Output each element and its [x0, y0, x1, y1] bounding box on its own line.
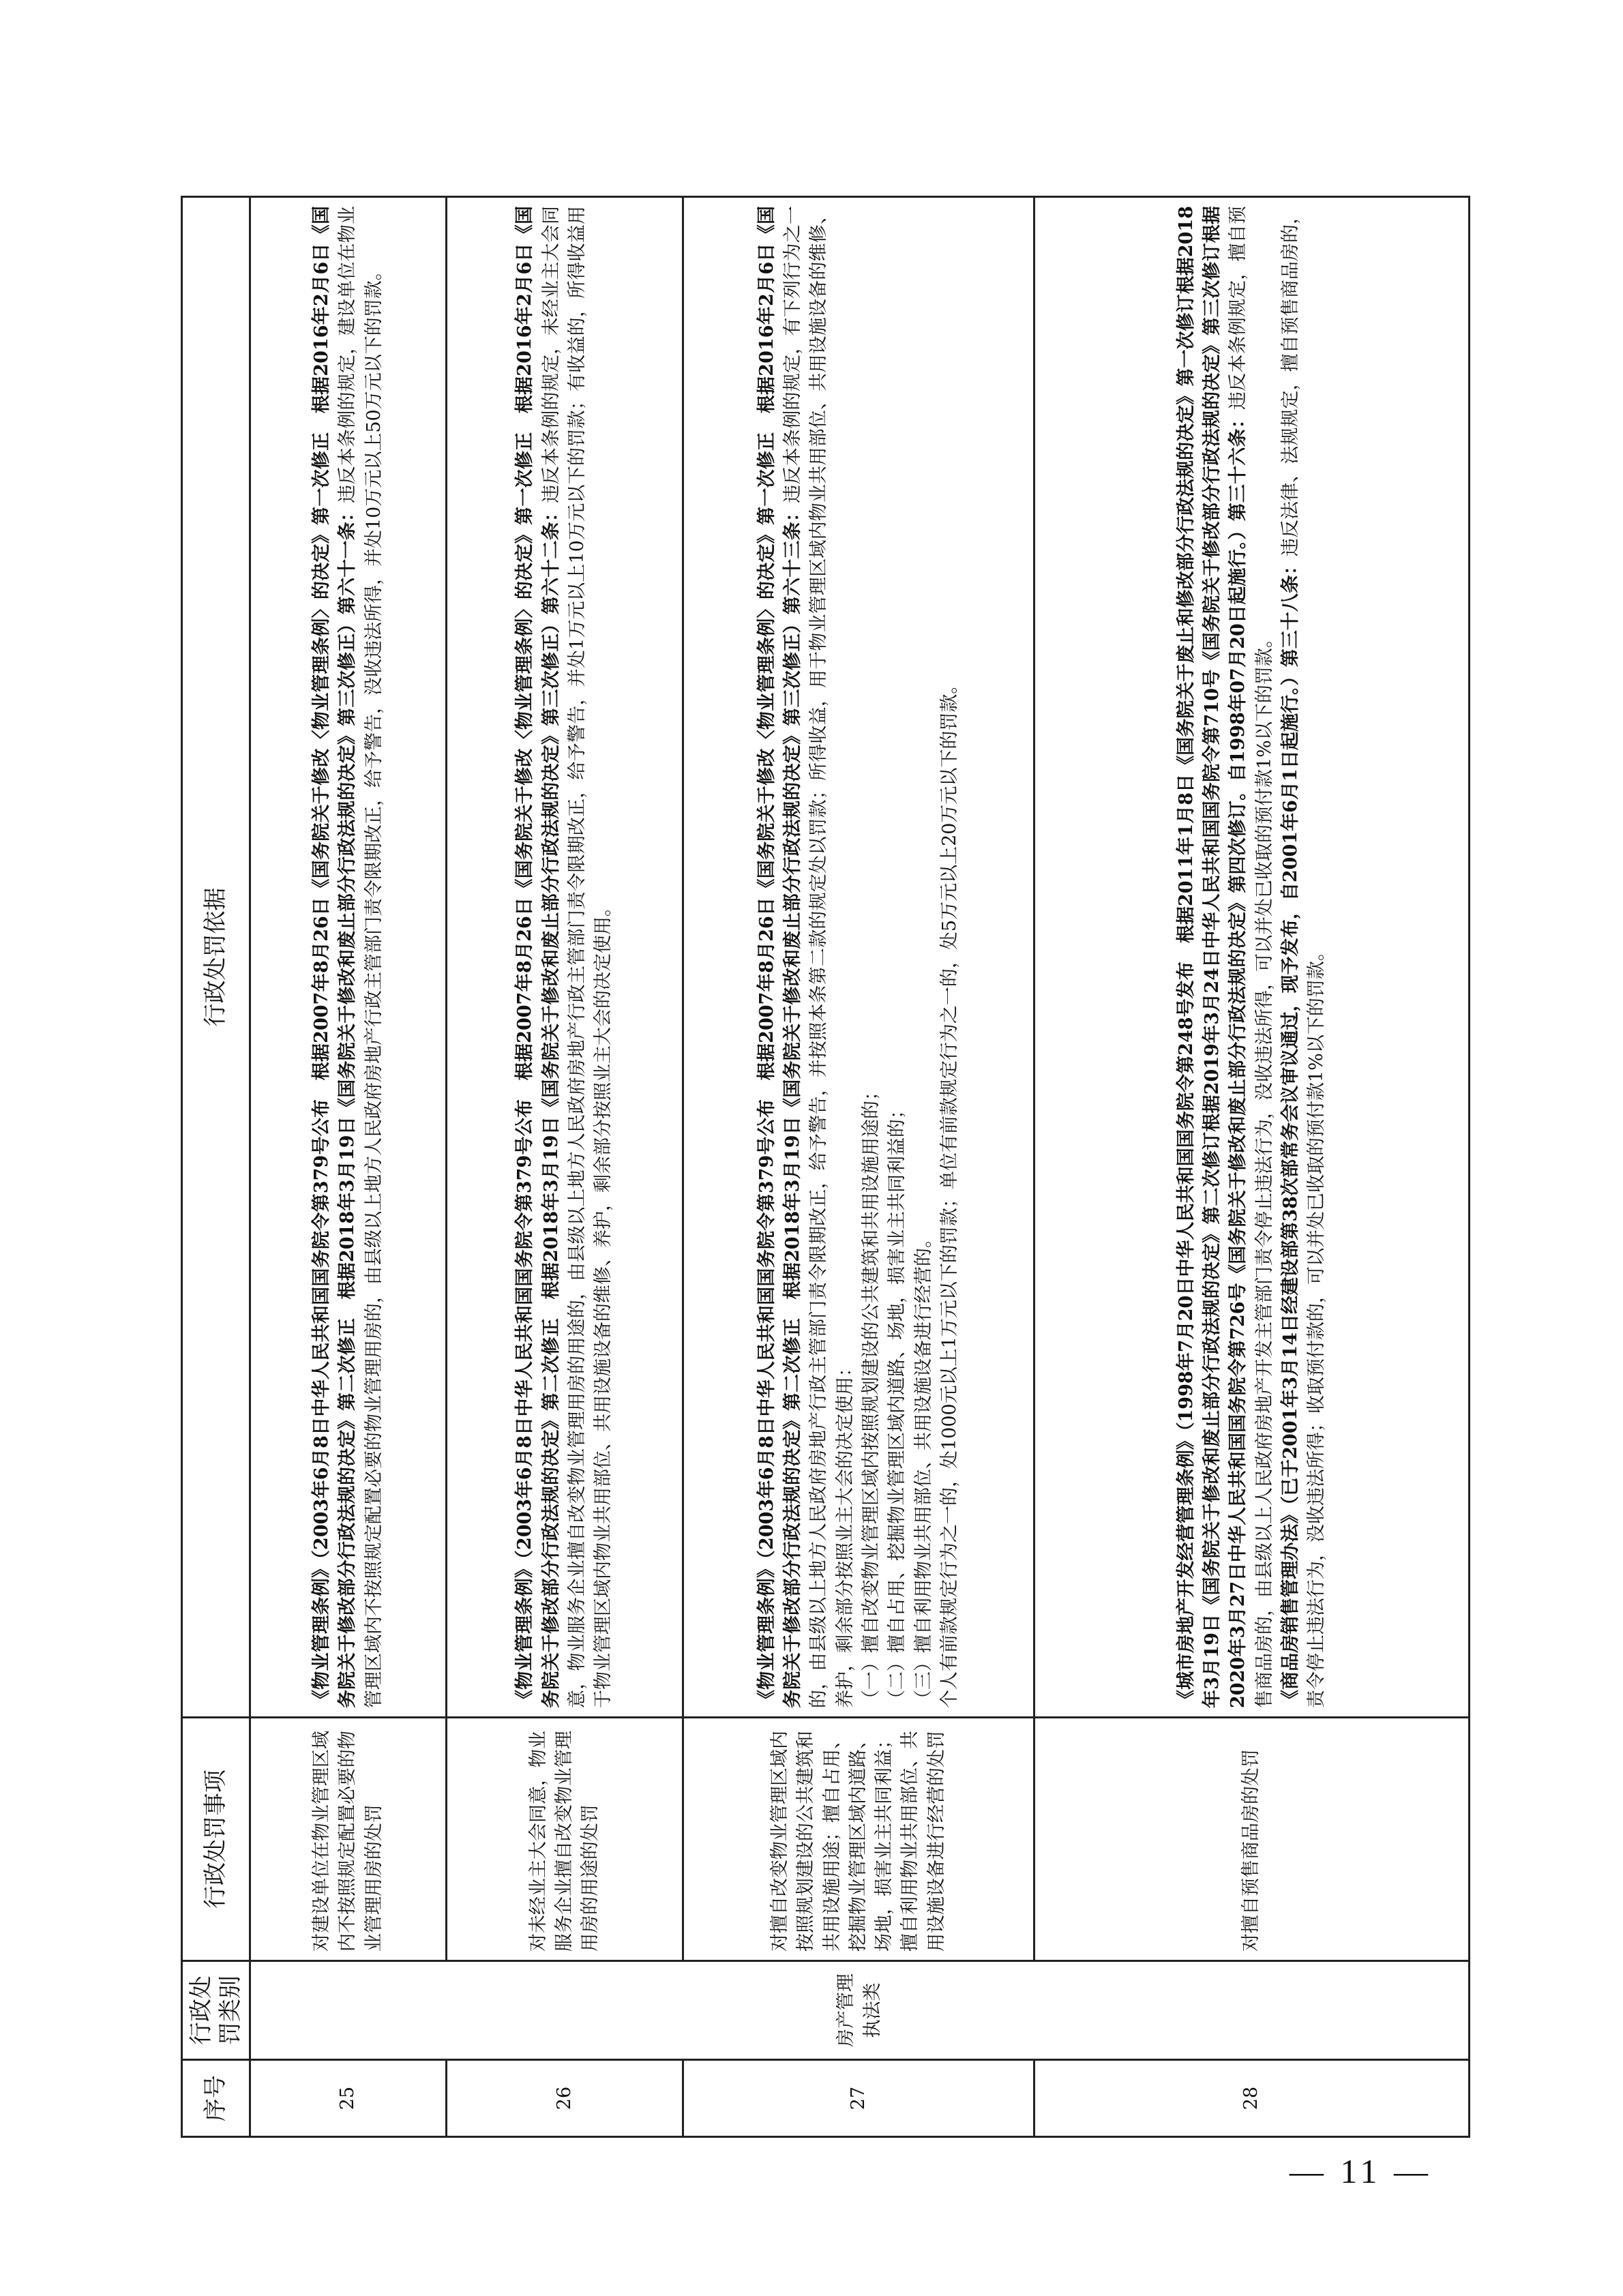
basis-paragraph: [911, 206, 937, 1708]
table-body: [250, 197, 1470, 2137]
row-number: 28: [1034, 2060, 1470, 2137]
penalty-item: 对建设单位在物业管理区域内不按照规定配置必要的物业管理用房的处罚: [250, 1718, 447, 1961]
header-category: 行政处罚类别: [182, 1961, 250, 2060]
basis-paragraph: [1174, 206, 1278, 1708]
category-cell: 房产管理执法类: [250, 1961, 1470, 2060]
row-number: 27: [683, 2060, 1034, 2137]
page-number: — 11 —: [1289, 2152, 1432, 2190]
basis-paragraph: [309, 206, 387, 1708]
header-item: 行政处罚事项: [182, 1718, 250, 1961]
basis-paragraph: [859, 206, 884, 1708]
law-citation: 《城市房地产开发经营管理条例》（1998年7月20日中华人民共和国国务院令第248号发布 根据2011年1月8日《国务院关于废止和修改部分行政法规的决定》第一次修订根据2018年3月19日《国务院关于修改和废止部分行政法规的决定》第二次修订根据2019年3月24日中华人民共和国国务院令第710号《国务院关于修改部分行政法规的决定》第三次修订根据2020年3月27日中华人民共和国国务院令第726号《国务院关于修改和废止部分行政法规的决定》第四次修订。自1998年07月20日起施行。）第三十六条：: [1175, 206, 1249, 1708]
basis-text: 违反本条例的规定，未经业主大会同意，物业服务企业擅自改变物业管理用房的用途的，由县级以上地方人民政府房地产行政主管部门责令限期改正，给予警告，并处1万元以上10万元以下的罚款；有收益的，所得收益用于物业管理区域内物业共用部位、共用设施设备的维修、养护，剩余部分按照业主大会的决定使用。: [540, 206, 614, 1708]
law-citation: 《物业管理条例》（2003年6月8日中华人民共和国国务院令第379号公布 根据2007年8月26日《国务院关于修改〈物业管理条例〉的决定》第一次修正 根据2016年2月6日《国务院关于修改部分行政法规的决定》第二次修正 根据2018年3月19日《国务院关于修改和废止部分行政法规的决定》第三次修正）第六十三条：: [756, 206, 804, 1708]
table-row: [683, 197, 1034, 2137]
basis-text: （二）擅自占用、挖掘物业管理区域内道路、场地，损害业主共同利益的；: [887, 1101, 908, 1708]
penalty-basis: [1034, 197, 1470, 1718]
rotated-table-container: [181, 198, 1456, 2138]
row-number: 26: [447, 2060, 683, 2137]
basis-text: 违反本条例的规定，有下列行为之一的，由县级以上地方人民政府房地产行政主管部门责令限期改正，给予警告，并按照本条第二款的规定处以罚款；所得收益，用于物业管理区域内物业共用部位、共用设施设备的维修、养护，剩余部分按照业主大会的决定使用：: [782, 206, 856, 1708]
table-row: [447, 197, 683, 2137]
basis-paragraph: [1278, 206, 1330, 1708]
basis-text: 个人有前款规定行为之一的，处1000元以上1万元以下的罚款；单位有前款规定行为之一的，处5万元以上20万元以下的罚款。: [938, 675, 960, 1708]
basis-paragraph: [512, 206, 616, 1708]
basis-paragraph: [937, 206, 963, 1708]
basis-text: 违反本条例规定，擅自预售商品房的，由县级以上人民政府房地产开发主管部门责令停止违法行为，没收违法所得，可以并处已收取的预付款1%以下的罚款。: [1227, 206, 1275, 1708]
law-citation: 《物业管理条例》（2003年6月8日中华人民共和国国务院令第379号公布 根据2007年8月26日《国务院关于修改〈物业管理条例〉的决定》第一次修正 根据2016年2月6日《国务院关于修改部分行政法规的决定》第二次修正 根据2018年3月19日《国务院关于修改和废止部分行政法规的决定》第三次修正）第六十一条：: [311, 206, 359, 1708]
basis-text: 违反法律、法规规定，擅自预售商品房的，责令停止违法行为，没收违法所得；收取预付款的，可以并处已收取的预付款1%以下的罚款。: [1279, 206, 1328, 1708]
law-citation: 《商品房销售管理办法》（已于2001年3月14日经建设部第38次部常务会议审议通过，现予发布，自2001年6月1日起施行。）第三十八条：: [1279, 556, 1301, 1708]
penalty-table: [181, 196, 1470, 2138]
penalty-item: 对擅自预售商品房的处罚: [1034, 1718, 1470, 1961]
basis-text: （三）擅自利用物业共用部位、共用设施设备进行经营的。: [912, 1229, 934, 1708]
basis-text: 违反本条例的规定，建设单位在物业管理区域内不按照规定配置必要的物业管理用房的，由县级以上地方人民政府房地产行政主管部门责令限期改正，给予警告，没收违法所得，并处10万元以上50万元以下的罚款。: [337, 206, 385, 1708]
basis-paragraph: [884, 206, 910, 1708]
row-number: 25: [250, 2060, 447, 2137]
penalty-basis: [683, 197, 1034, 1718]
header-basis: 行政处罚依据: [182, 197, 250, 1718]
penalty-item: 对擅自改变物业管理区域内按照规划建设的公共建筑和共用设施用途；擅自占用、挖掘物业管理区域内道路、场地，损害业主共同利益；擅自利用物业共用部位、共用设施设备进行经营的处罚: [683, 1718, 1034, 1961]
header-row: [182, 197, 250, 2137]
basis-paragraph: [754, 206, 859, 1708]
penalty-basis: [250, 197, 447, 1718]
penalty-basis: [447, 197, 683, 1718]
law-citation: 《物业管理条例》（2003年6月8日中华人民共和国国务院令第379号公布 根据2007年8月26日《国务院关于修改〈物业管理条例〉的决定》第一次修正 根据2016年2月6日《国务院关于修改部分行政法规的决定》第二次修正 根据2018年3月19日《国务院关于修改和废止部分行政法规的决定》第三次修正）第六十二条：: [514, 206, 562, 1708]
penalty-item: 对未经业主大会同意，物业服务企业擅自改变物业管理用房的用途的处罚: [447, 1718, 683, 1961]
table-row: [1034, 197, 1470, 2137]
basis-text: （一）擅自改变物业管理区域内按照规划建设的公共建筑和共用设施用途的；: [861, 1082, 882, 1708]
table-row: [250, 197, 447, 2137]
header-no: 序号: [182, 2060, 250, 2137]
